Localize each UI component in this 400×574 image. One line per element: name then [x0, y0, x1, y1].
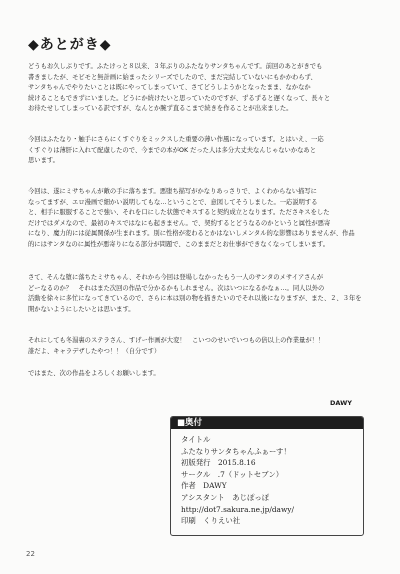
text-line: だけではダメなので、最初のキスではなにも起きません。で、契約するとどうなるのかというと属性が悪寄 — [28, 219, 331, 227]
text-line: お待たせしてしまっている訳ですが、なんとか腕ず直るこまで続きを作ることが出来ました。 — [28, 105, 293, 113]
colophon-assistant: アシスタント あじぽっぽ — [181, 492, 270, 502]
text-line: 続けることもできずにいました。どうにか続けたいと思っていたのですが、ずるずると遅くなって、長々と — [28, 94, 331, 102]
afterword-paragraph-6 — [28, 369, 378, 380]
text-line: さて、そんな堕に落ちたミサちゃん、それから今回は登場しなかったもう一人のサンタのメサイアさんが — [28, 274, 324, 281]
afterword-paragraph-3 — [28, 187, 378, 251]
text-line: なってますが、エロ漫画で細かい説明してもな…ということで、意図してそうしました。一応説明する — [28, 198, 318, 206]
page-number: 22 — [26, 550, 35, 558]
author-signature: DAWY — [330, 399, 353, 407]
text-line: 活動を徐々に多忙になってきているので、さらに本は別の物を描きたいのでそれ以後になりますが、また、２、３年を — [28, 295, 362, 303]
text-line: 今回は、遂にミサちゃんが敵の手に落ちます。悪堕ち描写がかなりあっさりで、よくわからない描写に — [28, 188, 317, 195]
colophon-box — [170, 416, 364, 536]
colophon-author: 作者 DAWY — [181, 481, 227, 491]
text-line: 的にはサンタなのに属性が悪寄りになる部分が問題で、このままだとお仕事ができなくなってしまいます。 — [28, 240, 330, 248]
text-line: 今回はふたなり・触手にさらにくすぐりをミックスした重要の薄い作風になっています。とはいえ、一応 — [28, 136, 324, 143]
text-line: どーなるのか？ それはまた次回の作品で分かるかもしれません。次はいつになるかなぁ…。同人以外の — [28, 284, 325, 292]
text-line: 書きましたが、モビモと無計画に始まったシリーズでしたので、まだ完結していないにもかかわらず、 — [28, 73, 317, 81]
afterword-paragraph-2 — [28, 135, 378, 167]
colophon-book-title: ふたなりサンタちゃんふぁーす！ — [181, 446, 291, 456]
colophon-printer: 印刷 くりえい社 — [181, 516, 241, 526]
afterword-paragraph-1 — [28, 62, 378, 115]
colophon-details — [171, 429, 363, 527]
colophon-label-title: タイトル — [181, 435, 211, 444]
text-line: くすぐりは薄肝に入れて配慮したので、今までの本がOK だった人は多分大丈夫なんじゃないかなあと — [28, 146, 317, 154]
colophon-heading: ■奥付 — [171, 417, 363, 429]
text-line: それにしても冬湯裏のステラさん、すげー作画が大変！ こいつのせいでいつもの倍以上の作業量が！！ — [28, 337, 325, 344]
text-line: 思います。 — [28, 157, 59, 165]
text-line: 開かないようにしたいとは思います。 — [28, 305, 135, 313]
text-line: になり、魔力的には従属関係が生まれます。別に性格が変わるとかはないしメンタル的な影響はありませんが、作品 — [28, 230, 355, 238]
afterword-heading: ◆あとがき◆ — [28, 37, 112, 53]
afterword-paragraph-5 — [28, 336, 378, 357]
colophon-circle: サークル .7（ドットセブン） — [181, 469, 284, 479]
text-line: ではまた、次の作品をよろしくお願いします。 — [28, 370, 160, 377]
text-line: 誰だよ、キャラデザしたやつ！！（自分です） — [28, 347, 161, 355]
colophon-publish-date: 初版発行 2015.8.16 — [181, 458, 256, 468]
colophon-url: http://dot7.sakura.ne.jp/dawy/ — [181, 504, 294, 514]
text-line: サンタちゃんでやりたいことは既にやってしまっていて、さてどうしようかとなったまま、なかなか — [28, 84, 311, 92]
text-line: どうもお久しぶりです。ふたけっと８以来、３年ぶりのふたなりサンタちゃんです。前回のあとがきでも — [28, 63, 323, 70]
text-line: と、相手に服服することで強い、それを口にした状態でキスすると契約成立となります。たださキスをした — [28, 209, 330, 217]
afterword-paragraph-4 — [28, 273, 378, 315]
